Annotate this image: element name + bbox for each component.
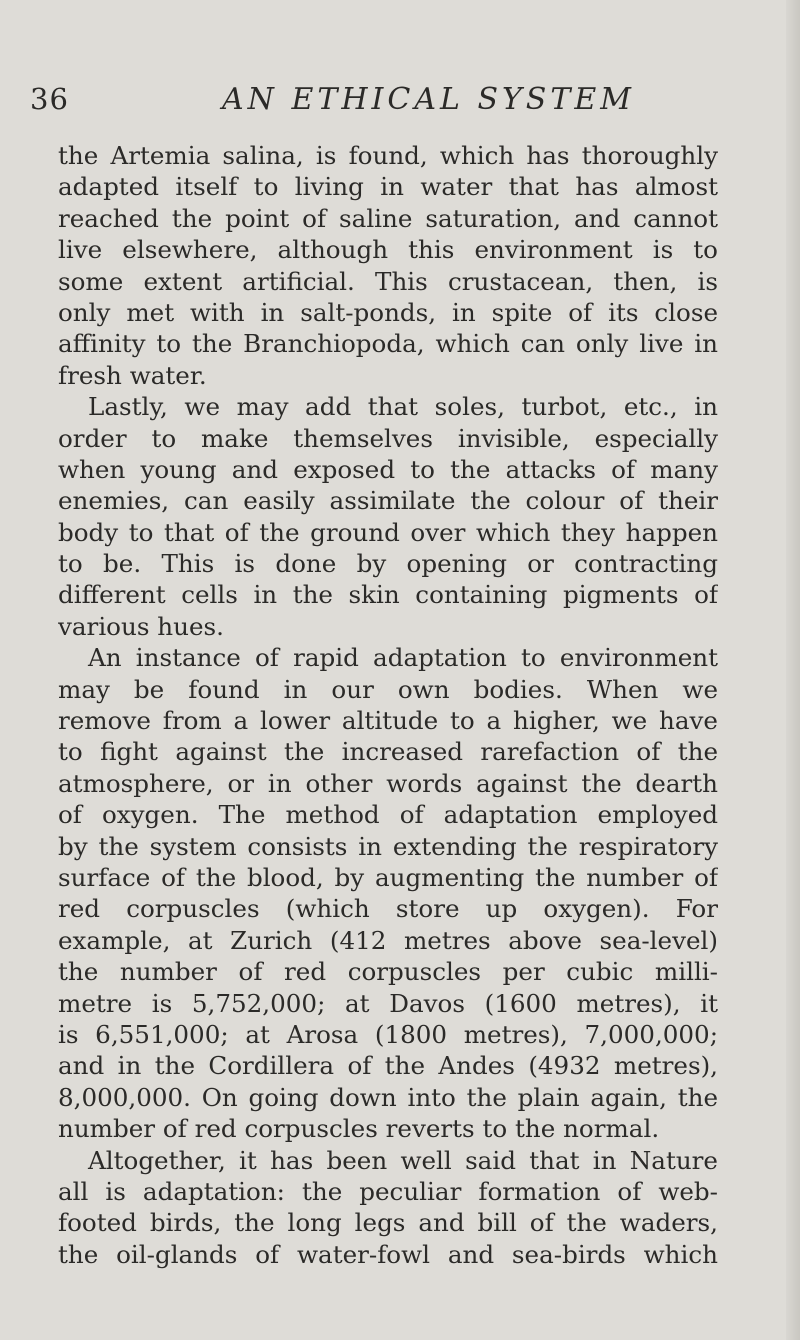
text-line: example, at Zurich (412 metres above sea-level) xyxy=(58,925,718,955)
text-line: red corpuscles (which store up oxygen). For xyxy=(58,894,718,924)
page-edge xyxy=(786,0,800,1340)
text-line: the number of red corpuscles per cubic milli- xyxy=(58,957,718,987)
text-line: to be. This is done by opening or contracting xyxy=(58,549,718,579)
text-line: fresh water. xyxy=(58,360,207,390)
text-line: of oxygen. The method of adaptation employed xyxy=(58,800,718,830)
running-title: AN ETHICAL SYSTEM xyxy=(222,82,635,117)
text-line: remove from a lower altitude to a higher, we have xyxy=(58,706,718,736)
text-line: Altogether, it has been well said that in Nature xyxy=(88,1145,718,1175)
text-line: only met with in salt-ponds, in spite of its close xyxy=(58,297,718,327)
body-text xyxy=(58,140,718,1270)
text-line: adapted itself to living in water that has almost xyxy=(58,172,718,202)
text-line: various hues. xyxy=(58,611,224,641)
text-line: Lastly, we may add that soles, turbot, etc., in xyxy=(88,392,718,422)
text-line: live elsewhere, although this environment is to xyxy=(58,235,718,265)
text-line: surface of the blood, by augmenting the number of xyxy=(58,862,718,892)
page-number: 36 xyxy=(30,82,69,116)
text-line: and in the Cordillera of the Andes (4932 metres), xyxy=(58,1051,718,1081)
text-line: affinity to the Branchiopoda, which can only live in xyxy=(58,329,718,359)
text-line: different cells in the skin containing pigments of xyxy=(58,580,718,610)
text-line: footed birds, the long legs and bill of the waders, xyxy=(58,1208,718,1238)
text-line: the oil-glands of water-fowl and sea-birds which xyxy=(58,1239,718,1269)
text-line: atmosphere, or in other words against the dearth xyxy=(58,768,718,798)
text-line: all is adaptation: the peculiar formation of web- xyxy=(58,1176,718,1206)
text-line: may be found in our own bodies. When we xyxy=(58,674,718,704)
text-line: order to make themselves invisible, especially xyxy=(58,423,718,453)
text-line: by the system consists in extending the respiratory xyxy=(58,831,718,861)
text-line: An instance of rapid adaptation to environment xyxy=(88,643,718,673)
text-line: when young and exposed to the attacks of many xyxy=(58,454,718,484)
text-line: enemies, can easily assimilate the colour of their xyxy=(58,486,718,516)
text-line: metre is 5,752,000; at Davos (1600 metres), it xyxy=(58,988,718,1018)
text-line: some extent artificial. This crustacean, then, is xyxy=(58,266,718,296)
text-line: the Artemia salina, is found, which has thoroughly xyxy=(58,141,718,170)
text-line: body to that of the ground over which they happen xyxy=(58,517,718,547)
text-line: to fight against the increased rarefaction of the xyxy=(58,737,718,767)
text-line: reached the point of saline saturation, and cannot xyxy=(58,203,718,233)
text-line: number of red corpuscles reverts to the normal. xyxy=(58,1114,660,1144)
text-line: 8,000,000. On going down into the plain again, the xyxy=(58,1082,718,1112)
text-line: is 6,551,000; at Arosa (1800 metres), 7,000,000; xyxy=(58,1019,718,1049)
running-head xyxy=(30,82,750,122)
